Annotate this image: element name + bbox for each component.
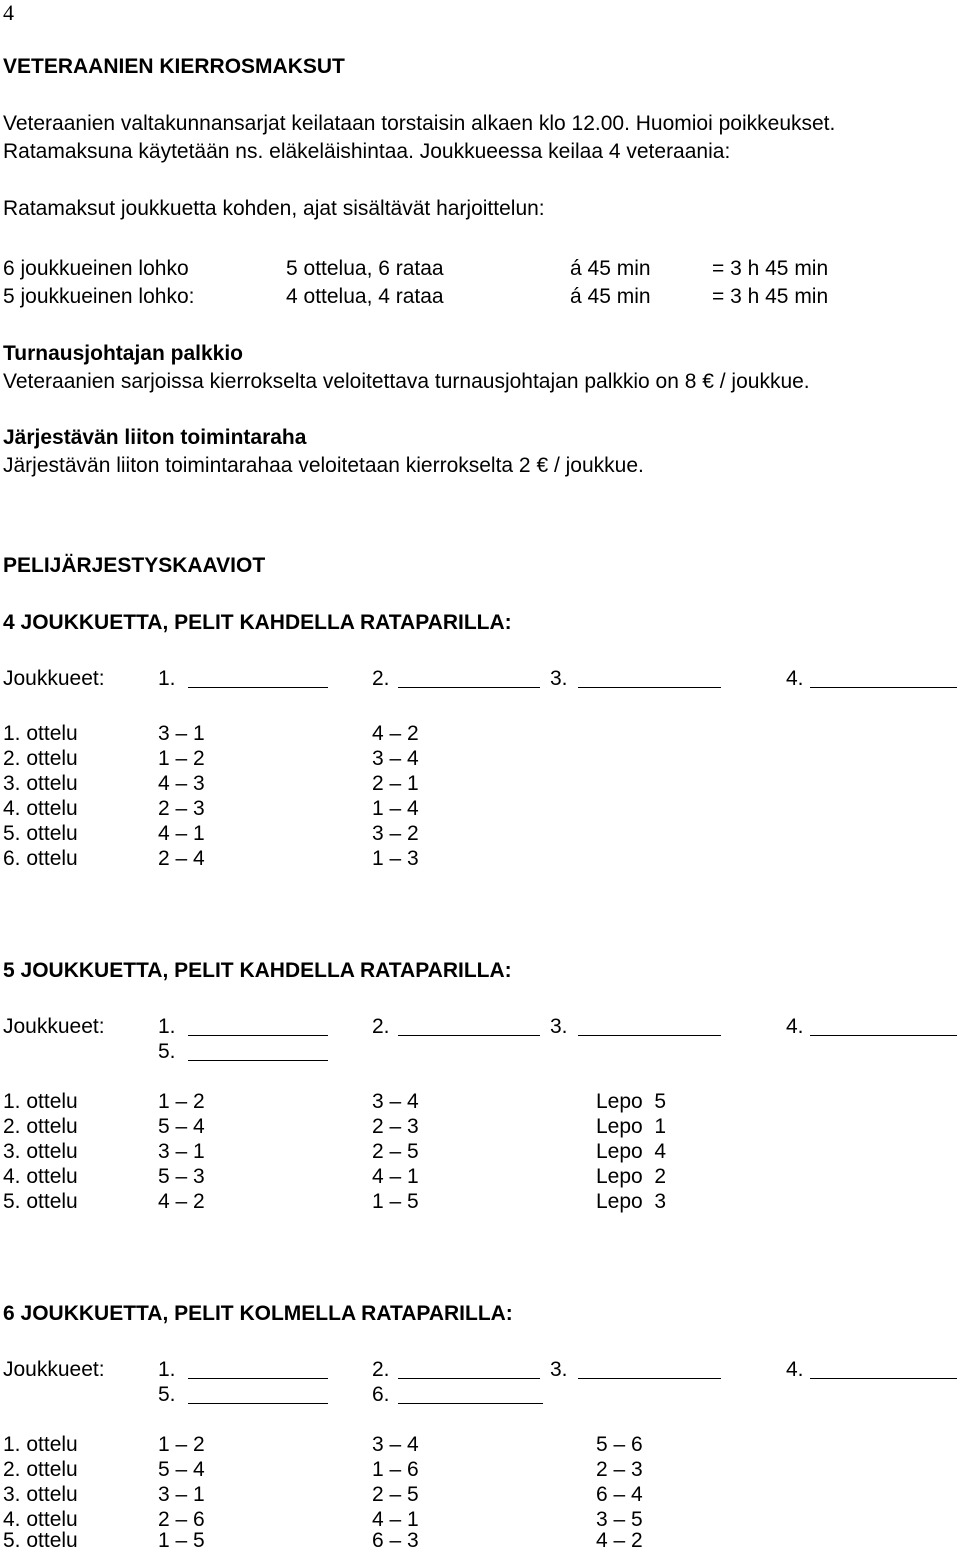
team-slot-number: 1. [158, 1015, 176, 1038]
intro-line-2: Ratamaksuna käytetään ns. eläkeläishintaa. Joukkueessa keilaa 4 veteraania: [3, 140, 731, 163]
pairing: 4 – 3 [158, 772, 205, 795]
pairing: 2 – 5 [372, 1483, 419, 1506]
pairing: 1 – 4 [372, 797, 419, 820]
pairing: 3 – 1 [158, 1140, 205, 1163]
teams-label: Joukkueet: [3, 667, 105, 690]
team-name-blank[interactable] [188, 687, 328, 688]
match-label: 4. ottelu [3, 1165, 78, 1188]
pairing: 4 – 2 [596, 1529, 643, 1552]
pairing: 5 – 4 [158, 1458, 205, 1481]
rest-team: Lepo 4 [596, 1140, 667, 1163]
pairing: 1 – 6 [372, 1458, 419, 1481]
pairing: 2 – 1 [372, 772, 419, 795]
match-label: 2. ottelu [3, 747, 78, 770]
fee-per: á 45 min [570, 257, 651, 280]
match-label: 4. ottelu [3, 1508, 78, 1531]
pairing: 4 – 1 [372, 1165, 419, 1188]
pairing: 2 – 3 [596, 1458, 643, 1481]
pairing: 4 – 2 [158, 1190, 205, 1213]
pairing: 4 – 1 [372, 1508, 419, 1531]
team-slot-number: 4. [786, 667, 804, 690]
team-slot-number: 2. [372, 1358, 390, 1381]
pairing: 6 – 3 [372, 1529, 419, 1552]
fee-games: 4 ottelua, 4 rataa [286, 285, 444, 308]
match-label: 6. ottelu [3, 847, 78, 870]
team-name-blank[interactable] [578, 1035, 721, 1036]
pairing: 2 – 3 [372, 1115, 419, 1138]
pairing: 2 – 3 [158, 797, 205, 820]
team-slot-number: 3. [550, 1015, 568, 1038]
schedule-5-heading: 5 JOUKKUETTA, PELIT KAHDELLA RATAPARILLA: [3, 959, 512, 982]
team-slot-number: 5. [158, 1040, 176, 1063]
match-label: 1. ottelu [3, 1090, 78, 1113]
match-label: 3. ottelu [3, 1483, 78, 1506]
union-fee-text: Järjestävän liiton toimintarahaa veloitetaan kierrokselta 2 € / joukkue. [3, 454, 644, 477]
fee-block: 6 joukkueinen lohko [3, 257, 189, 280]
pairing: 2 – 5 [372, 1140, 419, 1163]
match-label: 5. ottelu [3, 822, 78, 845]
pairing: 3 – 1 [158, 1483, 205, 1506]
pairing: 1 – 2 [158, 1433, 205, 1456]
team-name-blank[interactable] [578, 1378, 721, 1379]
team-name-blank[interactable] [810, 1378, 957, 1379]
team-name-blank[interactable] [810, 687, 957, 688]
intro-line-3: Ratamaksut joukkuetta kohden, ajat sisältävät harjoittelun: [3, 197, 545, 220]
team-slot-number: 4. [786, 1358, 804, 1381]
pairing: 3 – 4 [372, 1433, 419, 1456]
match-label: 1. ottelu [3, 1433, 78, 1456]
pairing: 2 – 6 [158, 1508, 205, 1531]
team-slot-number: 2. [372, 667, 390, 690]
match-label: 4. ottelu [3, 797, 78, 820]
team-name-blank[interactable] [398, 1403, 543, 1404]
page-title: VETERAANIEN KIERROSMAKSUT [3, 55, 345, 78]
director-fee-heading: Turnausjohtajan palkkio [3, 342, 243, 365]
schedule-4-heading: 4 JOUKKUETTA, PELIT KAHDELLA RATAPARILLA: [3, 611, 512, 634]
pairing: 3 – 4 [372, 1090, 419, 1113]
pairing: 2 – 4 [158, 847, 205, 870]
match-label: 5. ottelu [3, 1529, 78, 1552]
team-slot-number: 1. [158, 667, 176, 690]
rest-team: Lepo 3 [596, 1190, 667, 1213]
pairing: 3 – 1 [158, 722, 205, 745]
match-label: 2. ottelu [3, 1458, 78, 1481]
match-label: 5. ottelu [3, 1190, 78, 1213]
team-name-blank[interactable] [810, 1035, 957, 1036]
schedules-heading: PELIJÄRJESTYSKAAVIOT [3, 554, 266, 577]
pairing: 1 – 2 [158, 747, 205, 770]
pairing: 3 – 5 [596, 1508, 643, 1531]
rest-team: Lepo 1 [596, 1115, 667, 1138]
union-fee-heading: Järjestävän liiton toimintaraha [3, 426, 307, 449]
match-label: 3. ottelu [3, 772, 78, 795]
team-slot-number: 3. [550, 667, 568, 690]
schedule-6-heading: 6 JOUKKUETTA, PELIT KOLMELLA RATAPARILLA: [3, 1302, 513, 1325]
fee-total: = 3 h 45 min [712, 285, 829, 308]
pairing: 5 – 3 [158, 1165, 205, 1188]
team-slot-number: 4. [786, 1015, 804, 1038]
match-label: 2. ottelu [3, 1115, 78, 1138]
intro-line-1: Veteraanien valtakunnansarjat keilataan torstaisin alkaen klo 12.00. Huomioi poikkeukset. [3, 112, 836, 135]
fee-per: á 45 min [570, 285, 651, 308]
team-name-blank[interactable] [398, 687, 540, 688]
match-label: 3. ottelu [3, 1140, 78, 1163]
rest-team: Lepo 5 [596, 1090, 667, 1113]
team-name-blank[interactable] [188, 1035, 328, 1036]
director-fee-text: Veteraanien sarjoissa kierrokselta veloitettava turnausjohtajan palkkio on 8 € / joukkue. [3, 370, 810, 393]
page-number: 4 [3, 0, 14, 25]
pairing: 1 – 5 [158, 1529, 205, 1552]
pairing: 5 – 6 [596, 1433, 643, 1456]
team-slot-number: 3. [550, 1358, 568, 1381]
team-name-blank[interactable] [398, 1378, 540, 1379]
team-slot-number: 5. [158, 1383, 176, 1406]
team-name-blank[interactable] [398, 1035, 540, 1036]
team-slot-number: 6. [372, 1383, 390, 1406]
teams-label: Joukkueet: [3, 1015, 105, 1038]
pairing: 3 – 2 [372, 822, 419, 845]
team-name-blank[interactable] [188, 1403, 328, 1404]
team-name-blank[interactable] [578, 687, 721, 688]
pairing: 4 – 2 [372, 722, 419, 745]
pairing: 1 – 2 [158, 1090, 205, 1113]
team-name-blank[interactable] [188, 1378, 328, 1379]
fee-block: 5 joukkueinen lohko: [3, 285, 195, 308]
fee-games: 5 ottelua, 6 rataa [286, 257, 444, 280]
teams-label: Joukkueet: [3, 1358, 105, 1381]
pairing: 1 – 3 [372, 847, 419, 870]
pairing: 4 – 1 [158, 822, 205, 845]
team-slot-number: 1. [158, 1358, 176, 1381]
fee-total: = 3 h 45 min [712, 257, 829, 280]
match-label: 1. ottelu [3, 722, 78, 745]
rest-team: Lepo 2 [596, 1165, 667, 1188]
team-name-blank[interactable] [188, 1060, 328, 1061]
pairing: 1 – 5 [372, 1190, 419, 1213]
pairing: 5 – 4 [158, 1115, 205, 1138]
pairing: 3 – 4 [372, 747, 419, 770]
team-slot-number: 2. [372, 1015, 390, 1038]
pairing: 6 – 4 [596, 1483, 643, 1506]
